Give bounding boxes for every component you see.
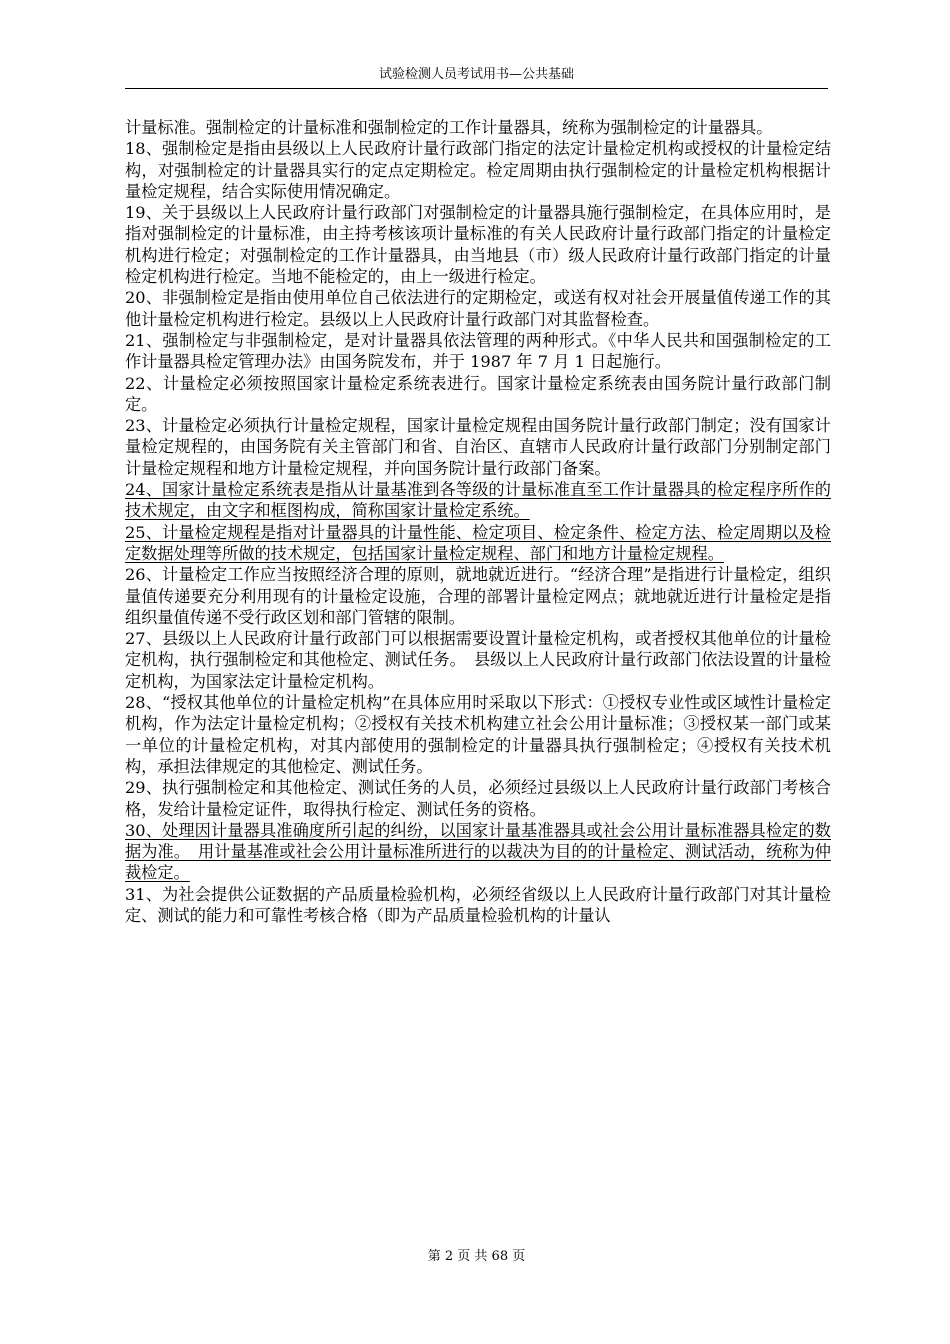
header-rule: [125, 88, 828, 89]
paragraph-text: 27、县级以上人民政府计量行政部门可以根据需要设置计量检定机构，或者授权其他单位的计量检定机构，执行强制检定和其他检定、测试任务。 县级以上人民政府计量行政部门依法设置的计量检定机构，为国家法定计量检定机构。: [125, 629, 831, 691]
paragraph: [125, 373, 831, 416]
paragraph-text: 26、计量检定工作应当按照经济合理的原则，就地就近进行。“经济合理”是指进行计量检定，组织量值传递要充分利用现有的计量检定设施，合理的部署计量检定网点；就地就近进行计量检定是指组织量值传递不受行政区划和部门管辖的限制。: [125, 565, 831, 627]
page-header: 试验检测人员考试用书—公共基础: [378, 67, 574, 82]
paragraph: [125, 628, 831, 692]
paragraph: [125, 777, 831, 820]
paragraph: [125, 820, 831, 884]
paragraph-text: 19、关于县级以上人民政府计量行政部门对强制检定的计量器具施行强制检定，在具体应用时，是指对强制检定的计量标准，由主持考核该项计量标准的有关人民政府计量行政部门指定的计量检定机构进行检定；对强制检定的工作计量器具，由当地县（市）级人民政府计量行政部门指定的计量检定机构进行检定。当地不能检定的，由上一级进行检定。: [125, 203, 831, 287]
paragraph-text: 25、计量检定规程是指对计量器具的计量性能、检定项目、检定条件、检定方法、检定周期以及检定数据处理等所做的技术规定，包括国家计量检定规程、部门和地方计量检定规程。: [125, 522, 831, 563]
paragraph-text: 24、国家计量检定系统表是指从计量基准到各等级的计量标准直至工作计量器具的检定程序所作的技术规定，由文字和框图构成，简称国家计量检定系统。: [125, 480, 831, 521]
paragraph-text: 23、计量检定必须执行计量检定规程，国家计量检定规程由国务院计量行政部门制定；没有国家计量检定规程的，由国务院有关主管部门和省、自治区、直辖市人民政府计量行政部门分别制定部门计量检定规程和地方计量检定规程，并向国务院计量行政部门备案。: [125, 416, 831, 478]
paragraph-text: 18、强制检定是指由县级以上人民政府计量行政部门指定的法定计量检定机构或授权的计量检定结构，对强制检定的计量器具实行的定点定期检定。检定周期由执行强制检定的计量检定机构根据计量检定规程，结合实际使用情况确定。: [125, 139, 831, 201]
paragraph: [125, 522, 831, 565]
paragraph: [125, 202, 831, 287]
paragraph-text: 28、“授权其他单位的计量检定机构”在具体应用时采取以下形式：①授权专业性或区域性计量检定机构，作为法定计量检定机构；②授权有关技术机构建立社会公用计量标准；③授权某一部门或某一单位的计量检定机构，对其内部使用的强制检定的计量器具执行强制检定；④授权有关技术机构，承担法律规定的其他检定、测试任务。: [125, 693, 831, 776]
paragraph: [125, 415, 831, 479]
paragraph-text: 20、非强制检定是指由使用单位自己依法进行的定期检定，或送有权对社会开展量值传递工作的其他计量检定机构进行检定。县级以上人民政府计量行政部门对其监督检查。: [125, 288, 831, 329]
paragraph-text: 31、为社会提供公证数据的产品质量检验机构，必须经省级以上人民政府计量行政部门对其计量检定、测试的能力和可靠性考核合格（即为产品质量检验机构的计量认: [125, 884, 831, 925]
paragraph-text: 30、处理因计量器具准确度所引起的纠纷，以国家计量基准器具或社会公用计量标准器具检定的数据为准。 用计量基准或社会公用计量标准所进行的以裁决为目的的计量检定、测试活动，统称为仲裁检定。: [125, 820, 831, 883]
paragraph: [125, 479, 831, 522]
paragraph: [125, 138, 831, 202]
paragraph-text: 21、强制检定与非强制检定，是对计量器具依法管理的两种形式。《中华人民共和国强制检定的工作计量器具检定管理办法》由国务院发布，并于 1987 年 7 月 1 日起施行。: [125, 330, 831, 372]
paragraph: [125, 287, 831, 330]
paragraph: [125, 117, 831, 138]
paragraph: [125, 330, 831, 373]
document-body: [125, 117, 831, 926]
paragraph: [125, 884, 831, 927]
page-footer: 第 2 页 共 68 页: [427, 1249, 526, 1264]
paragraph-text: 22、计量检定必须按照国家计量检定系统表进行。国家计量检定系统表由国务院计量行政部门制定。: [125, 373, 831, 414]
paragraph: [125, 692, 831, 777]
paragraph-text: 计量标准。强制检定的计量标准和强制检定的工作计量器具，统称为强制检定的计量器具。: [125, 118, 773, 137]
paragraph-text: 29、执行强制检定和其他检定、测试任务的人员，必须经过县级以上人民政府计量行政部门考核合格，发给计量检定证件，取得执行检定、测试任务的资格。: [125, 778, 831, 819]
paragraph: [125, 564, 831, 628]
